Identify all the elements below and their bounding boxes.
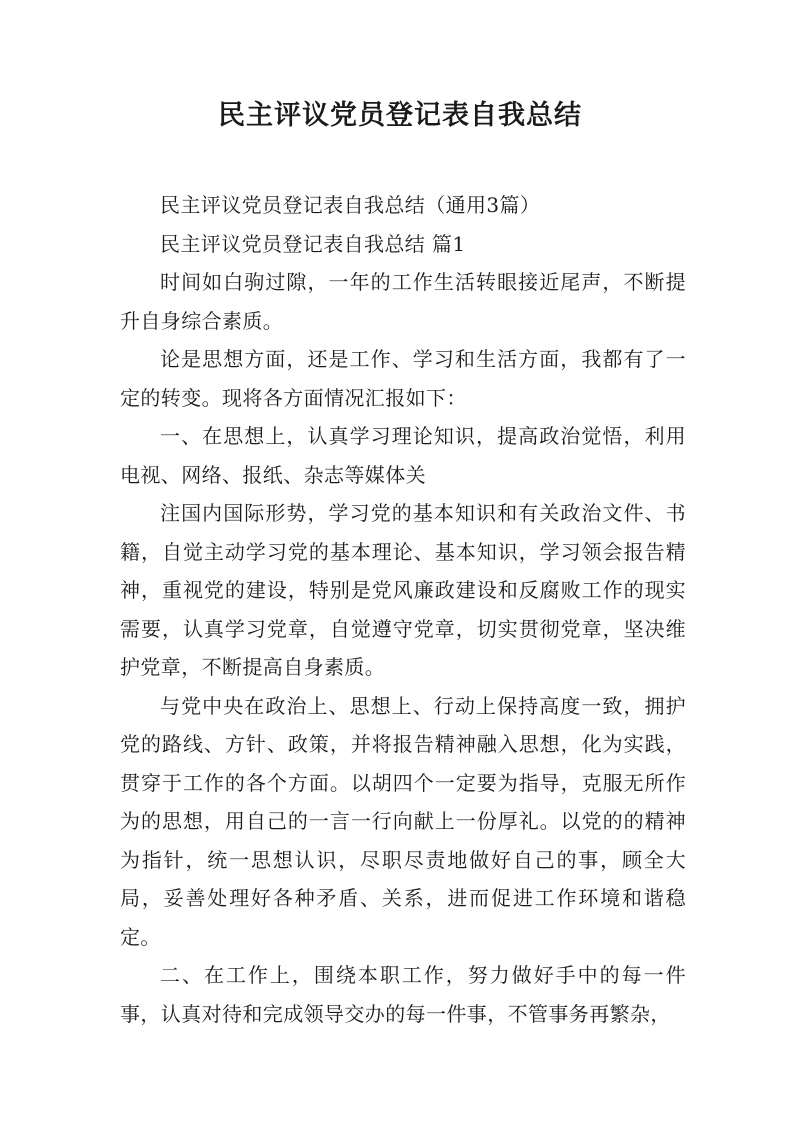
body-paragraph: 注国内国际形势，学习党的基本知识和有关政治文件、书籍，自觉主动学习党的基本理论、基本知识，学习领会报告精神，重视党的建设，特别是党风廉政建设和反腐败工作的现实需要，认真学习党章，自觉遵守党章，切实贯彻党章，坚决维护党章，不断提高自身素质。 <box>120 501 686 679</box>
subtitle-paragraph: 民主评议党员登记表自我总结（通用3篇） <box>160 193 541 217</box>
body-paragraph: 一、在思想上，认真学习理论知识，提高政治觉悟，利用电视、网络、报纸、杂志等媒体关 <box>120 424 686 487</box>
body-paragraph: 论是思想方面，还是工作、学习和生活方面，我都有了一定的转变。现将各方面情况汇报如下： <box>120 347 686 410</box>
body-paragraph: 与党中央在政治上、思想上、行动上保持高度一致，拥护党的路线、方针、政策，并将报告精神融入思想，化为实践，贯穿于工作的各个方面。以胡四个一定要为指导，克服无所作为的思想，用自己的一言一行向献上一份厚礼。以党的的精神为指针，统一思想认识，尽职尽责地做好自己的事，顾全大局，妥善处理好各种矛盾、关系，进而促进工作环境和谐稳定。 <box>120 693 686 949</box>
document-body <box>120 186 686 1033</box>
section-heading-paragraph: 民主评议党员登记表自我总结 篇1 <box>160 231 466 256</box>
document-title: 民主评议党员登记表自我总结 <box>218 100 582 131</box>
body-paragraph: 二、在工作上，围绕本职工作，努力做好手中的每一件事，认真对待和完成领导交办的每一件事，不管事务再繁杂， <box>120 963 686 1026</box>
body-paragraph: 时间如白驹过隙，一年的工作生活转眼接近尾声，不断提升自身综合素质。 <box>120 270 686 333</box>
